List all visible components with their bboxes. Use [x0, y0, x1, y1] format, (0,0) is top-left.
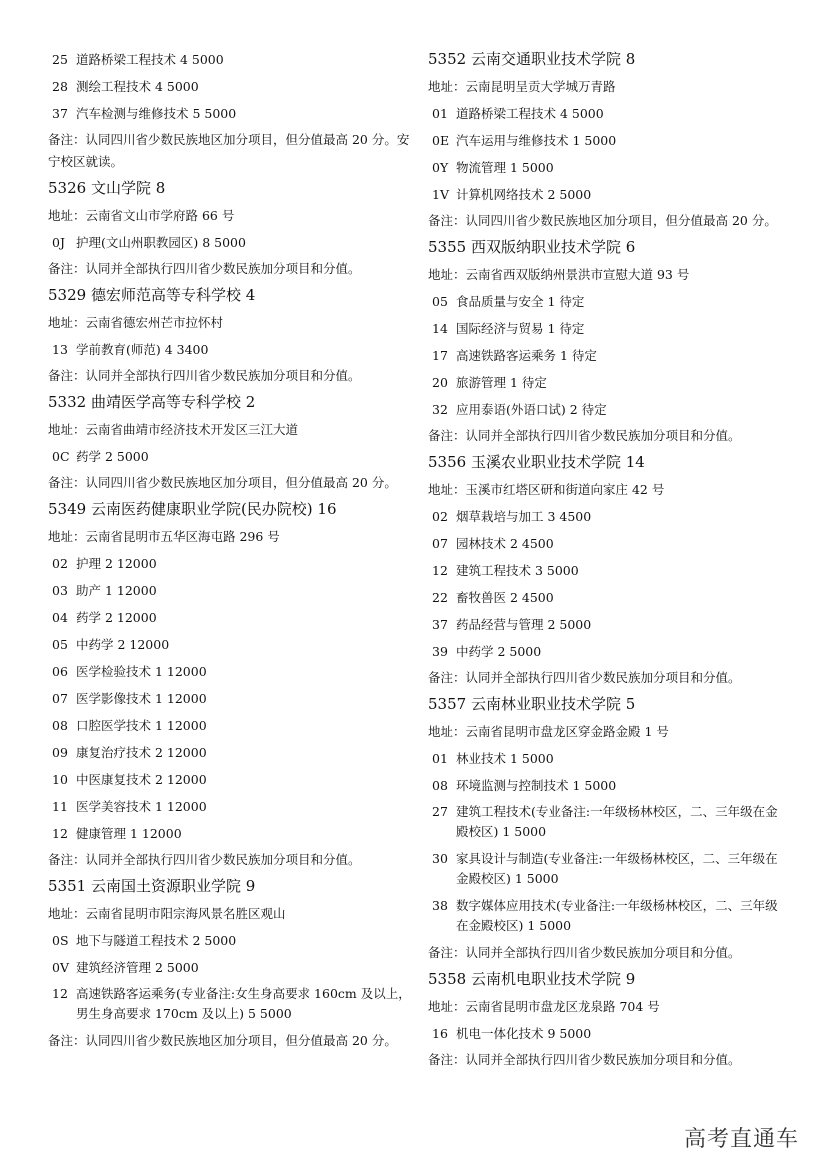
program-detail: 中药学 2 5000: [456, 644, 542, 659]
watermark-text: 高考直通车: [683, 1127, 799, 1152]
program-detail: 学前教育(师范) 4 3400: [76, 342, 209, 357]
school-note: 备注：认同四川省少数民族地区加分项目，但分值最高 20 分。: [428, 213, 777, 228]
school-heading: 5357 云南林业职业技术学院 5: [428, 695, 636, 713]
program-entry: [428, 584, 790, 611]
program-detail: 应用泰语(外语口试) 2 待定: [456, 402, 607, 417]
program-code: 09: [52, 745, 68, 760]
program-entry: [48, 954, 416, 981]
school-note: 备注：认同四川省少数民族地区加分项目，但分值最高 20 分。: [48, 475, 397, 490]
program-detail: 护理(文山州职教园区) 8 5000: [76, 235, 246, 250]
school-address: 地址：云南省文山市学府路 66 号: [48, 208, 235, 223]
program-code: 0Y: [432, 160, 449, 175]
program-entry: [48, 766, 416, 793]
program-detail: 建筑工程技术(专业备注:一年级杨林校区，二、三年级在金殿校区) 1 5000: [456, 804, 778, 839]
school-address: 地址：云南昆明呈贡大学城万青路: [428, 79, 616, 94]
program-entry: [428, 557, 790, 584]
program-detail: 物流管理 1 5000: [456, 160, 554, 175]
program-code: 20: [432, 375, 448, 390]
program-detail: 林业技术 1 5000: [456, 751, 554, 766]
program-detail: 旅游管理 1 待定: [456, 375, 547, 390]
school-heading: 5349 云南医药健康职业学院(民办院校) 16: [48, 500, 337, 518]
school-heading: 5351 云南国土资源职业学院 9: [48, 877, 256, 895]
program-code: 37: [432, 617, 448, 632]
program-code: 17: [432, 348, 448, 363]
program-entry: [48, 793, 416, 820]
program-code: 03: [52, 583, 68, 598]
program-code: 07: [52, 691, 68, 706]
program-code: 01: [432, 106, 448, 121]
school-note: 备注：认同并全部执行四川省少数民族加分项目和分值。: [428, 945, 741, 960]
program-code: 01: [432, 751, 448, 766]
program-code: 02: [432, 509, 448, 524]
program-detail: 道路桥梁工程技术 4 5000: [456, 106, 604, 121]
program-entry: [48, 73, 416, 100]
school-note: 备注：认同并全部执行四川省少数民族加分项目和分值。: [48, 261, 361, 276]
program-detail: 高速铁路客运乘务(专业备注:女生身高要求 160cm 及以上，男生身高要求 170cm 及以上) 5 5000: [76, 986, 411, 1021]
right-column: [428, 46, 790, 1073]
program-entry: [48, 658, 416, 685]
school-note: 备注：认同四川省少数民族地区加分项目，但分值最高 20 分。: [48, 1033, 397, 1048]
program-code: 1V: [432, 187, 449, 202]
program-entry: [428, 503, 790, 530]
school-address: 地址：云南省德宏州芒市拉怀村: [48, 315, 224, 330]
program-code: 37: [52, 106, 68, 121]
program-code: 08: [432, 778, 448, 793]
program-code: 04: [52, 610, 68, 625]
school-heading: 5329 德宏师范高等专科学校 4: [48, 286, 256, 304]
program-code: 22: [432, 590, 448, 605]
program-code: 0J: [52, 235, 65, 250]
program-entry: [48, 927, 416, 954]
program-entry: [428, 288, 790, 315]
program-detail: 烟草栽培与加工 3 4500: [456, 509, 592, 524]
program-code: 12: [432, 563, 448, 578]
program-entry: [48, 229, 416, 256]
program-detail: 国际经济与贸易 1 待定: [456, 321, 585, 336]
program-detail: 医学美容技术 1 12000: [76, 799, 207, 814]
program-code: 0V: [52, 960, 69, 975]
program-detail: 药学 2 12000: [76, 610, 157, 625]
program-code: 0S: [52, 933, 69, 948]
program-detail: 健康管理 1 12000: [76, 826, 182, 841]
program-code: 12: [52, 986, 68, 1001]
program-entry: [428, 638, 790, 665]
program-entry: [48, 336, 416, 363]
program-code: 07: [432, 536, 448, 551]
program-entry: [428, 127, 790, 154]
program-entry: [428, 315, 790, 342]
school-address: 地址：云南省昆明市盘龙区穿金路金殿 1 号: [428, 724, 669, 739]
school-heading: 5326 文山学院 8: [48, 179, 166, 197]
program-code: 28: [52, 79, 68, 94]
school-address: 地址：云南省西双版纳州景洪市宣慰大道 93 号: [428, 267, 690, 282]
school-note: 备注：认同并全部执行四川省少数民族加分项目和分值。: [48, 368, 361, 383]
program-detail: 中药学 2 12000: [76, 637, 170, 652]
program-detail: 食品质量与安全 1 待定: [456, 294, 585, 309]
program-code: 13: [52, 342, 68, 357]
school-address: 地址：云南省昆明市阳宗海风景名胜区观山: [48, 906, 286, 921]
school-note: 备注：认同并全部执行四川省少数民族加分项目和分值。: [428, 1052, 741, 1067]
program-entry: [428, 181, 790, 208]
program-code: 25: [52, 52, 68, 67]
program-detail: 药品经营与管理 2 5000: [456, 617, 592, 632]
program-detail: 测绘工程技术 4 5000: [76, 79, 199, 94]
program-detail: 家具设计与制造(专业备注:一年级杨林校区，二、三年级在金殿校区) 1 5000: [456, 851, 778, 886]
program-detail: 数字媒体应用技术(专业备注:一年级杨林校区，二、三年级在金殿校区) 1 5000: [456, 898, 778, 933]
school-address: 地址：云南省曲靖市经济技术开发区三江大道: [48, 422, 299, 437]
school-heading: 5352 云南交通职业技术学院 8: [428, 50, 636, 68]
program-code: 08: [52, 718, 68, 733]
program-code: 05: [432, 294, 448, 309]
program-code: 39: [432, 644, 448, 659]
program-entry: [48, 46, 416, 73]
school-note: 备注：认同并全部执行四川省少数民族加分项目和分值。: [428, 670, 741, 685]
program-detail: 医学检验技术 1 12000: [76, 664, 207, 679]
school-note: 备注：认同四川省少数民族地区加分项目，但分值最高 20 分。安宁校区就读。: [48, 132, 410, 169]
program-detail: 环境监测与控制技术 1 5000: [456, 778, 617, 793]
program-entry: [48, 604, 416, 631]
program-detail: 助产 1 12000: [76, 583, 157, 598]
program-detail: 中医康复技术 2 12000: [76, 772, 207, 787]
school-address: 地址：玉溪市红塔区研和街道向家庄 42 号: [428, 482, 665, 497]
program-entry: [48, 739, 416, 766]
program-detail: 口腔医学技术 1 12000: [76, 718, 207, 733]
program-code: 12: [52, 826, 68, 841]
program-detail: 地下与隧道工程技术 2 5000: [76, 933, 237, 948]
school-heading: 5332 曲靖医学高等专科学校 2: [48, 393, 256, 411]
program-entry: [428, 154, 790, 181]
program-entry: [428, 846, 790, 893]
school-address: 地址：云南省昆明市五华区海屯路 296 号: [48, 529, 280, 544]
school-heading: 5356 玉溪农业职业技术学院 14: [428, 453, 645, 471]
program-code: 0C: [52, 449, 70, 464]
program-detail: 计算机网络技术 2 5000: [456, 187, 592, 202]
program-detail: 道路桥梁工程技术 4 5000: [76, 52, 224, 67]
program-code: 0E: [432, 133, 450, 148]
program-entry: [428, 100, 790, 127]
program-entry: [428, 772, 790, 799]
program-entry: [428, 369, 790, 396]
program-entry: [428, 611, 790, 638]
program-entry: [48, 685, 416, 712]
program-entry: [48, 577, 416, 604]
program-detail: 建筑经济管理 2 5000: [76, 960, 199, 975]
program-entry: [428, 893, 790, 940]
program-entry: [428, 745, 790, 772]
program-code: 16: [432, 1026, 448, 1041]
program-entry: [48, 981, 416, 1028]
program-entry: [48, 712, 416, 739]
program-entry: [428, 1020, 790, 1047]
program-entry: [48, 443, 416, 470]
program-entry: [428, 396, 790, 423]
school-note: 备注：认同并全部执行四川省少数民族加分项目和分值。: [48, 852, 361, 867]
school-heading: 5358 云南机电职业技术学院 9: [428, 970, 636, 988]
program-entry: [48, 100, 416, 127]
program-detail: 畜牧兽医 2 4500: [456, 590, 554, 605]
program-detail: 高速铁路客运乘务 1 待定: [456, 348, 597, 363]
program-detail: 汽车检测与维修技术 5 5000: [76, 106, 237, 121]
program-code: 30: [432, 851, 448, 866]
program-code: 38: [432, 898, 448, 913]
program-code: 32: [432, 402, 448, 417]
program-entry: [48, 550, 416, 577]
program-detail: 药学 2 5000: [76, 449, 149, 464]
program-detail: 机电一体化技术 9 5000: [456, 1026, 592, 1041]
program-detail: 康复治疗技术 2 12000: [76, 745, 207, 760]
program-detail: 园林技术 2 4500: [456, 536, 554, 551]
program-entry: [48, 631, 416, 658]
school-address: 地址：云南省昆明市盘龙区龙泉路 704 号: [428, 999, 660, 1014]
program-entry: [428, 342, 790, 369]
left-column: [48, 46, 416, 1054]
program-code: 10: [52, 772, 68, 787]
program-detail: 汽车运用与维修技术 1 5000: [456, 133, 617, 148]
program-detail: 护理 2 12000: [76, 556, 157, 571]
program-entry: [428, 799, 790, 846]
school-heading: 5355 西双版纳职业技术学院 6: [428, 238, 636, 256]
program-entry: [428, 530, 790, 557]
program-code: 14: [432, 321, 448, 336]
program-code: 05: [52, 637, 68, 652]
program-code: 06: [52, 664, 68, 679]
program-code: 27: [432, 804, 448, 819]
school-note: 备注：认同并全部执行四川省少数民族加分项目和分值。: [428, 428, 741, 443]
program-entry: [48, 820, 416, 847]
program-detail: 建筑工程技术 3 5000: [456, 563, 579, 578]
program-code: 11: [52, 799, 68, 814]
program-detail: 医学影像技术 1 12000: [76, 691, 207, 706]
program-code: 02: [52, 556, 68, 571]
